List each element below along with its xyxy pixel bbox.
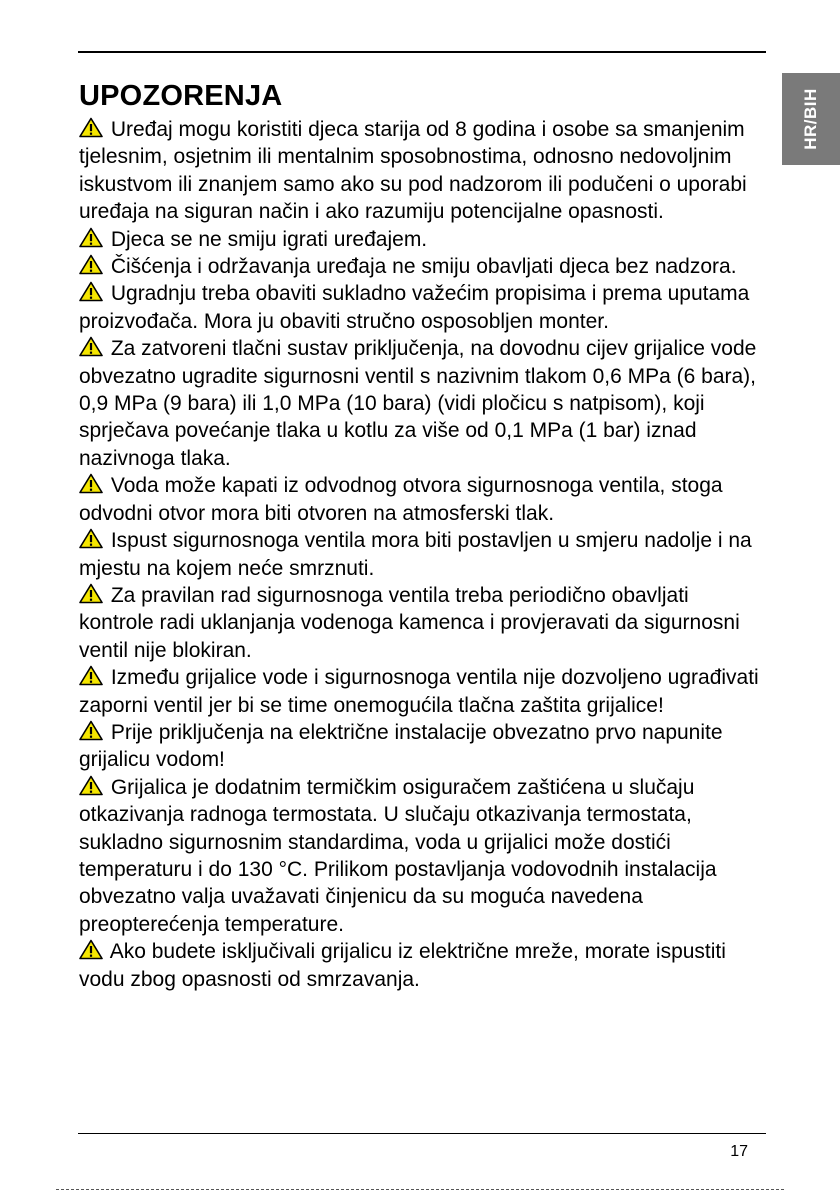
warning-text: Ugradnju treba obaviti sukladno važećim propisima i prema uputama proizvođača. Mora ju obaviti stručno osposobljen monter.	[79, 282, 750, 333]
warning-triangle-icon	[79, 584, 105, 607]
warning-triangle-icon	[79, 721, 105, 744]
warning-text: Prije priključenja na električne instalacije obvezatno prvo napunite grijalicu vodom!	[79, 720, 723, 772]
warning-item	[79, 253, 769, 280]
page-number: 17	[730, 1143, 748, 1160]
language-tab	[782, 73, 840, 165]
warning-triangle-icon	[79, 282, 105, 305]
warning-text: Čišćenja i održavanja uređaja ne smiju obavljati djeca bez nadzora.	[110, 255, 737, 279]
warning-item	[79, 472, 769, 527]
warning-item	[79, 774, 769, 938]
warning-item	[79, 582, 769, 664]
warning-triangle-icon	[79, 228, 105, 251]
warning-text: Za zatvoreni tlačni sustav priključenja, na dovodnu cijev grijalice vode obvezatno ugradite sigurnosni ventil s nazivnim tlakom 0,6 MPa (6 bara), 0,9 MPa (9 bara) ili 1,0 MPa (10 bara) (vidi pločicu s natpisom), koji sprječava povećanje tlaka u kotlu za više od 0,1 MPa (1 bar) iznad nazivnoga tlaka.	[79, 337, 757, 470]
warning-item	[79, 719, 769, 774]
warning-triangle-icon	[79, 337, 105, 360]
warning-text: Djeca se ne smiju igrati uređajem.	[110, 227, 428, 251]
warning-text: Uređaj mogu koristiti djeca starija od 8 godina i osobe sa smanjenim tjelesnim, osjetnim ili mentalnim sposobnostima, odnosno nedovoljnim iskustvom ili znanjem samo ako su pod nadzorom ili podučeni o uporabi uređaja na siguran način i ako razumiju potencijalne opasnosti.	[79, 118, 747, 224]
warning-item	[79, 335, 769, 472]
warning-text: Ako budete isključivali grijalicu iz električne mreže, morate ispustiti vodu zbog opasnosti od smrzavanja.	[79, 940, 726, 991]
warning-list	[79, 116, 769, 993]
warning-text: Između grijalice vode i sigurnosnoga ventila nije dozvoljeno ugrađivati zaporni ventil jer bi se time onemogućila tlačna zaštita grijalice!	[79, 666, 759, 717]
bottom-rule	[78, 1133, 766, 1134]
warning-text: Ispust sigurnosnoga ventila mora biti postavljen u smjeru nadolje i na mjestu na kojem neće smrznuti.	[79, 529, 752, 580]
warning-text: Grijalica je dodatnim termičkim osiguračem zaštićena u slučaju otkazivanja radnoga termostata. U slučaju otkazivanja termostata, sukladno sigurnosnim standardima, voda u grijalici može dostići temperaturu i do 130 °C. Prilikom postavljanja vodovodnih instalacija obvezatno valja uvažavati činjenicu da su moguća navedena preopterećenja temperature.	[79, 775, 717, 936]
warning-triangle-icon	[79, 529, 105, 552]
warnings-section	[79, 77, 769, 993]
warning-triangle-icon	[79, 118, 105, 141]
warning-triangle-icon	[79, 940, 105, 963]
warning-item	[79, 527, 769, 582]
warning-item	[79, 938, 769, 993]
warning-item	[79, 226, 769, 253]
warning-item	[79, 664, 769, 719]
top-rule	[78, 51, 766, 53]
language-tab-label: HR/BIH	[801, 88, 820, 150]
warning-triangle-icon	[79, 666, 105, 689]
warning-triangle-icon	[79, 474, 105, 497]
page-title: UPOZORENJA	[79, 80, 283, 112]
warning-triangle-icon	[79, 776, 105, 799]
crop-line	[56, 1189, 784, 1190]
warning-text: Voda može kapati iz odvodnog otvora sigurnosnoga ventila, stoga odvodni otvor mora biti otvoren na atmosferski tlak.	[79, 474, 723, 525]
warning-item	[79, 116, 769, 226]
warning-triangle-icon	[79, 255, 105, 278]
warning-item	[79, 280, 769, 335]
warning-text: Za pravilan rad sigurnosnoga ventila treba periodično obavljati kontrole radi uklanjanja vodenoga kamenca i provjeravati da sigurnosni ventil nije blokiran.	[79, 583, 740, 662]
